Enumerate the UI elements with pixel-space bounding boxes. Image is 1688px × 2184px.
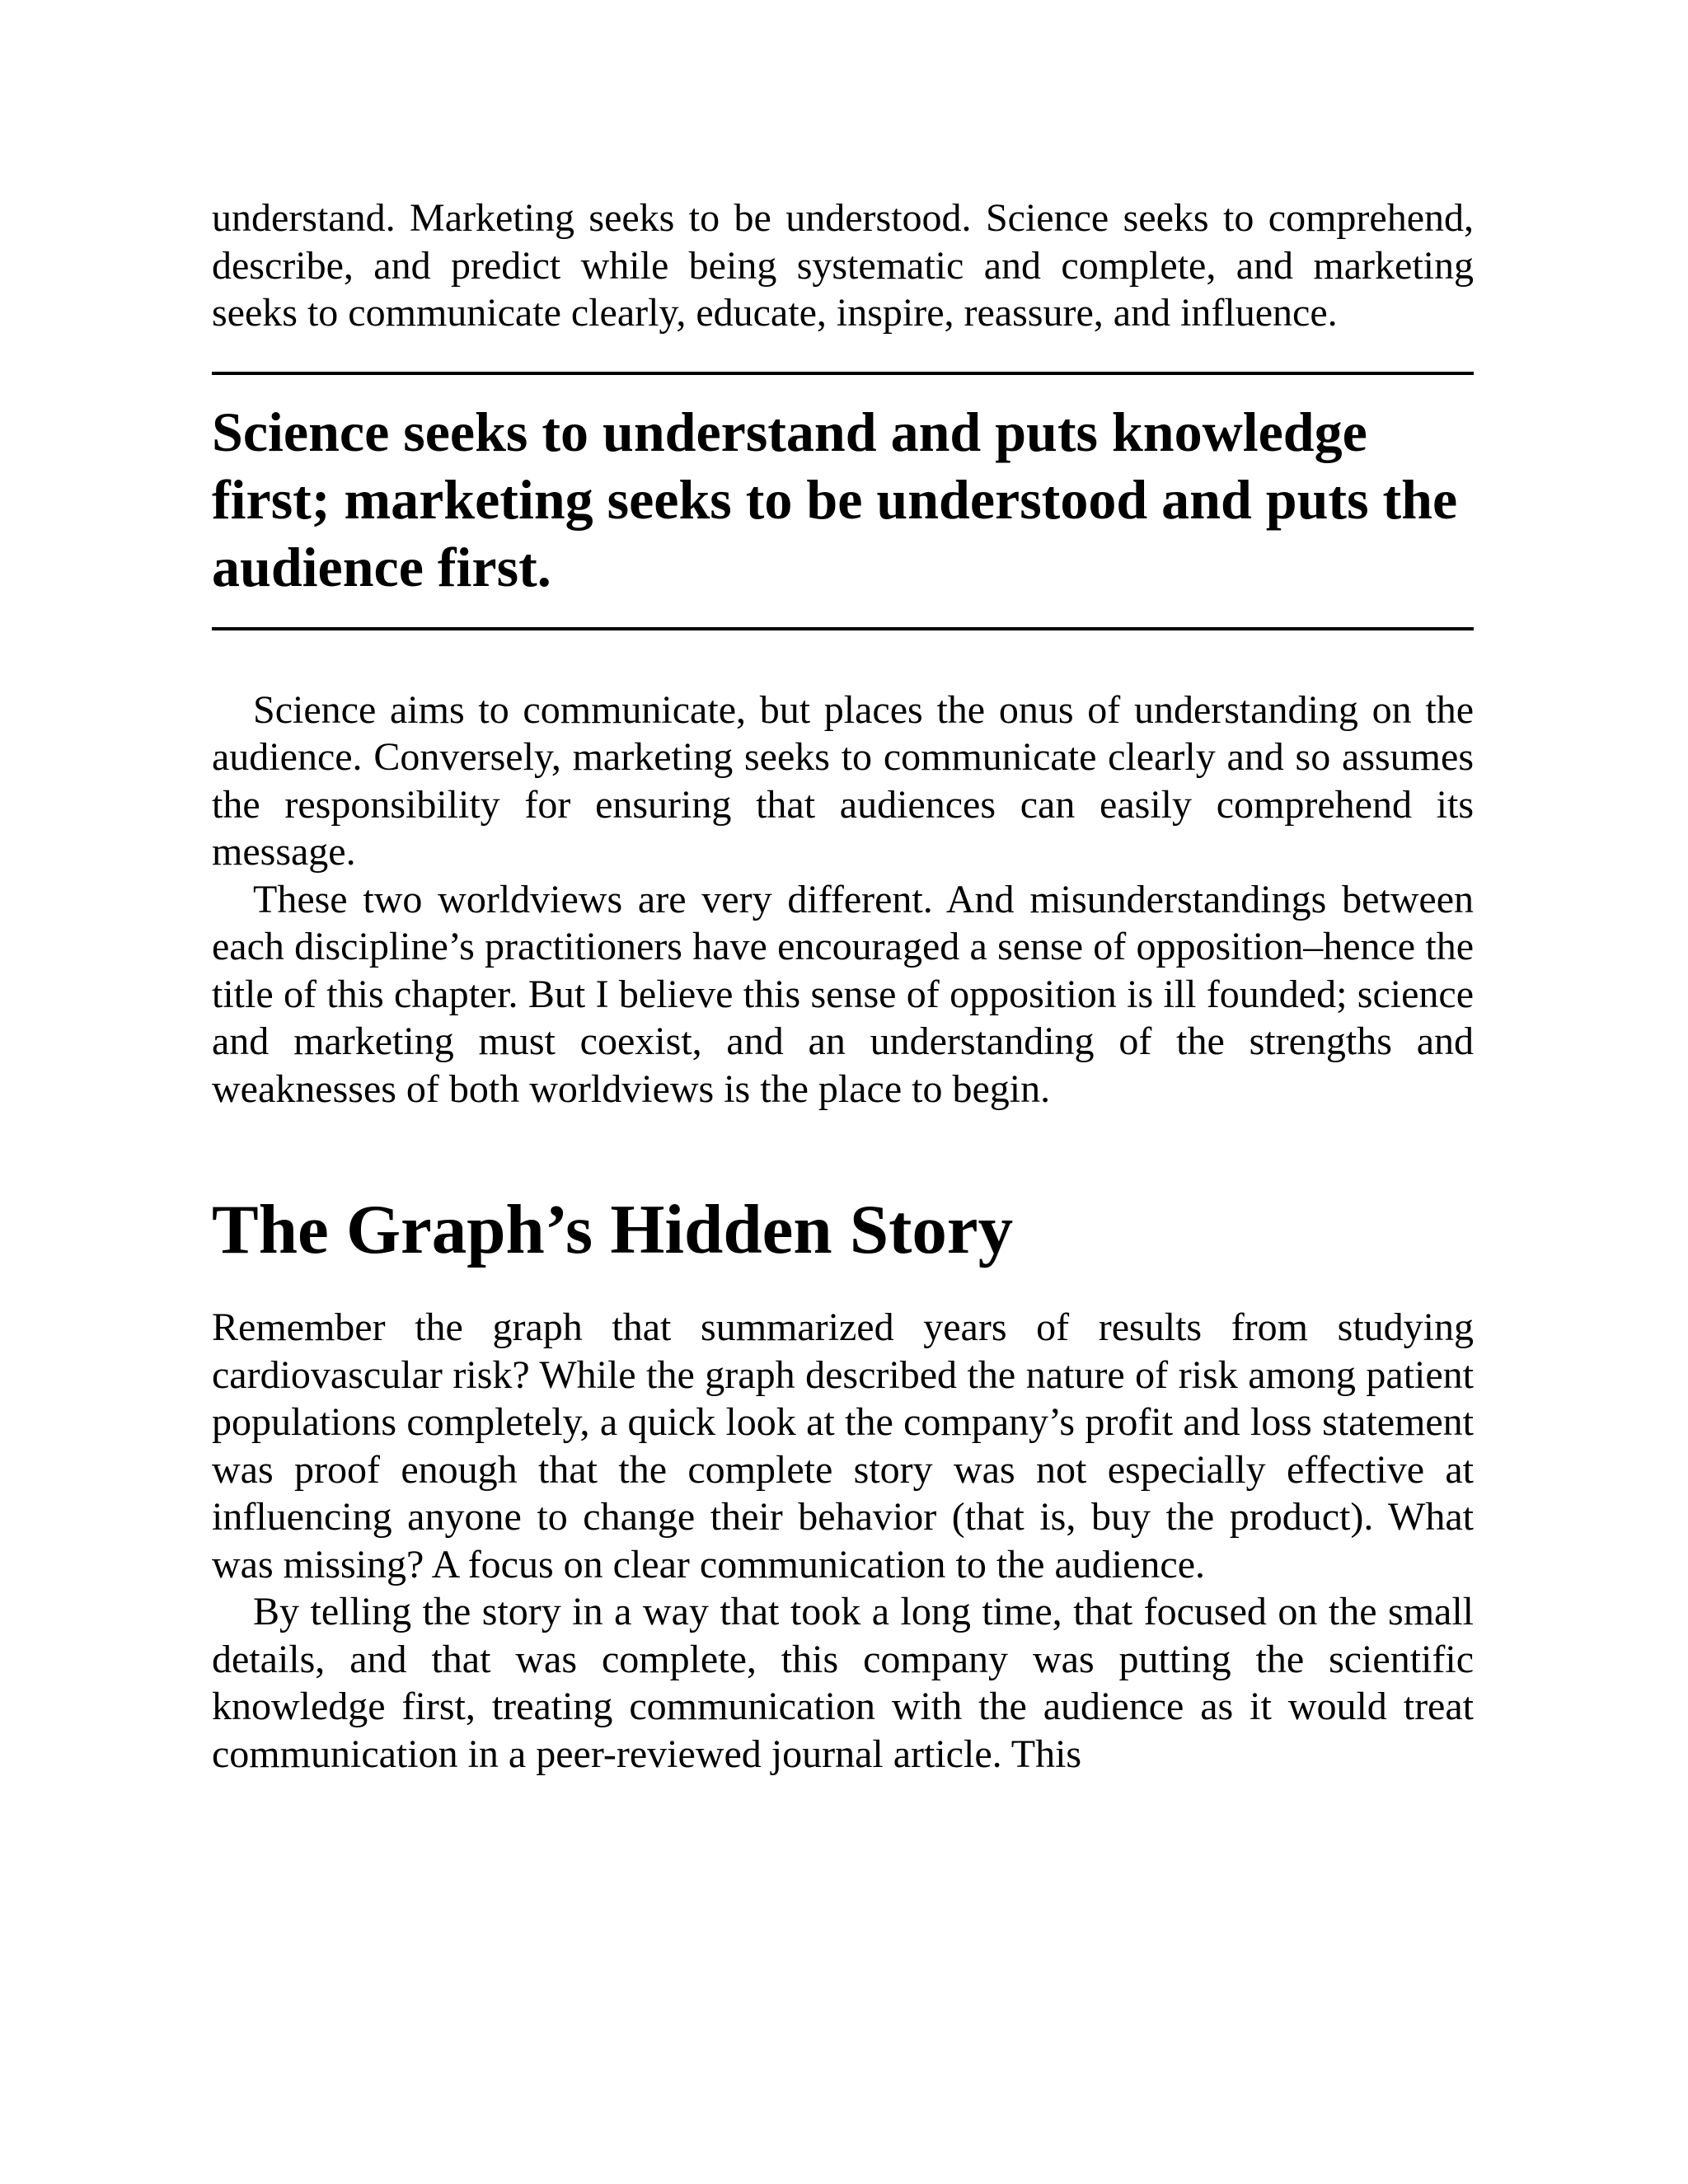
body-paragraph: Science aims to communicate, but places the onus of understanding on the audience. Conversely, marketing seeks to communicate clearly and so assumes the responsibility for ensuring that audiences can easily comprehend its message. <box>212 687 1474 874</box>
pull-quote-bottom-rule <box>212 627 1474 630</box>
section-paragraph: Remember the graph that summarized years of results from studying cardiovascular risk? While the graph described the nature of risk among patient populations completely, a quick look at the company’s profit and loss statement was proof enough that the complete story was not especially effective at influencing anyone to change their behavior (that is, buy the product). What was missing? A focus on clear communication to the audience. <box>212 1305 1474 1586</box>
pull-quote-top-rule <box>212 372 1474 375</box>
section-heading: The Graph’s Hidden Story <box>212 1191 1014 1268</box>
body-paragraph: These two worldviews are very different. And misunderstandings between each discipline’s practitioners have encouraged a sense of opposition–hence the title of this chapter. But I believe this sense of opposition is ill founded; science and marketing must coexist, and an understanding of the strengths and weaknesses of both worldviews is the place to begin. <box>212 877 1474 1111</box>
section-paragraph: By telling the story in a way that took a long time, that focused on the small details, and that was complete, this company was putting the scientific knowledge first, treating communication with the audience as it would treat communication in a peer-reviewed journal article. This <box>212 1590 1474 1776</box>
pull-quote: Science seeks to understand and puts knowledge first; marketing seeks to be understood and puts the audience first. <box>212 400 1458 598</box>
document-page <box>212 194 1474 1778</box>
intro-paragraph: understand. Marketing seeks to be understood. Science seeks to comprehend, describe, and predict while being systematic and complete, and marketing seeks to communicate clearly, educate, inspire, reassure, and influence. <box>212 196 1474 335</box>
